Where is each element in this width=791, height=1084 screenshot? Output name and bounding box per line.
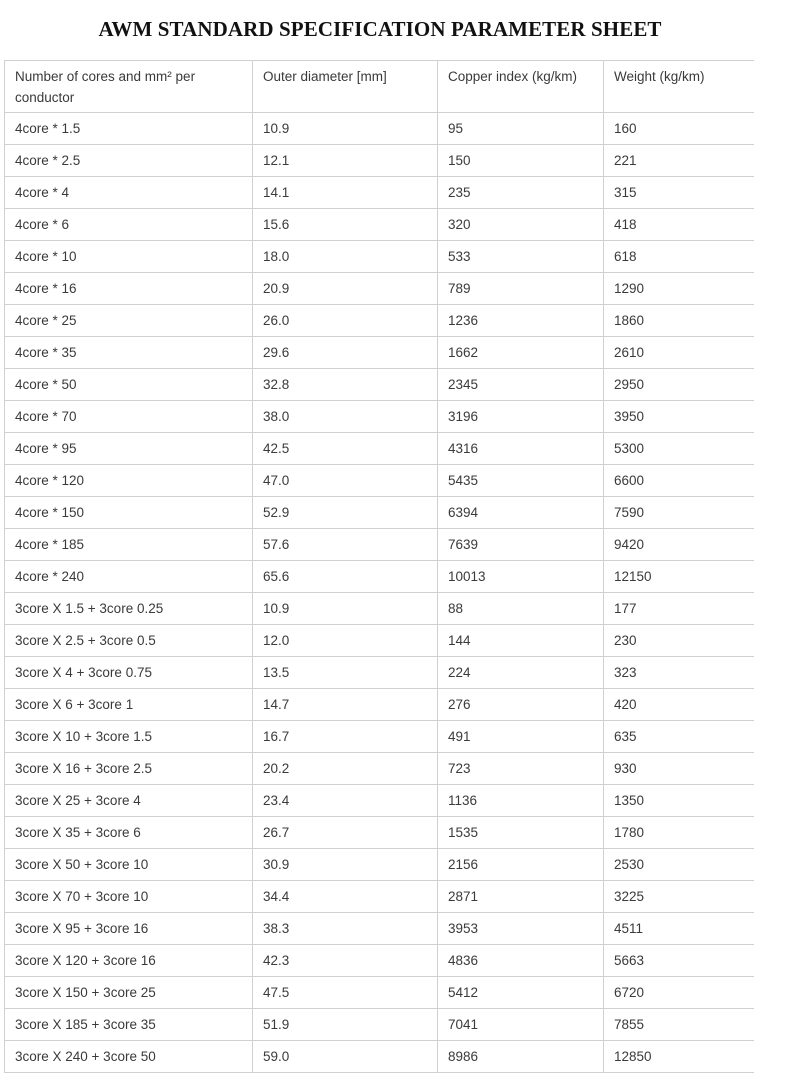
- table-row: [5, 689, 754, 721]
- cell-copper-index: 2345: [438, 369, 604, 401]
- column-header-copper-index: Copper index (kg/km): [438, 61, 604, 113]
- cell-weight: 323: [604, 657, 754, 689]
- cell-cores: 4core * 10: [5, 241, 253, 273]
- table-row: [5, 945, 754, 977]
- cell-outer-diameter: 20.9: [253, 273, 438, 305]
- cell-copper-index: 235: [438, 177, 604, 209]
- table-row: [5, 273, 754, 305]
- table-row: [5, 561, 754, 593]
- cell-outer-diameter: 29.6: [253, 337, 438, 369]
- table-row: [5, 529, 754, 561]
- cell-weight: 618: [604, 241, 754, 273]
- cell-outer-diameter: 14.7: [253, 689, 438, 721]
- cell-cores: 4core * 185: [5, 529, 253, 561]
- table-row: [5, 337, 754, 369]
- table-row: [5, 817, 754, 849]
- cell-cores: 4core * 95: [5, 433, 253, 465]
- cell-outer-diameter: 20.2: [253, 753, 438, 785]
- cell-copper-index: 88: [438, 593, 604, 625]
- cell-cores: 4core * 4: [5, 177, 253, 209]
- cell-copper-index: 1662: [438, 337, 604, 369]
- cell-outer-diameter: 38.3: [253, 913, 438, 945]
- cell-outer-diameter: 13.5: [253, 657, 438, 689]
- cell-copper-index: 2156: [438, 849, 604, 881]
- cell-cores: 4core * 6: [5, 209, 253, 241]
- cell-cores: 3core X 95 + 3core 16: [5, 913, 253, 945]
- cell-copper-index: 276: [438, 689, 604, 721]
- cell-cores: 4core * 120: [5, 465, 253, 497]
- cell-copper-index: 1136: [438, 785, 604, 817]
- cell-outer-diameter: 12.0: [253, 625, 438, 657]
- cell-copper-index: 3196: [438, 401, 604, 433]
- cell-weight: 12850: [604, 1041, 754, 1073]
- table-header-row: [5, 61, 754, 113]
- cell-weight: 7855: [604, 1009, 754, 1041]
- table-row: [5, 305, 754, 337]
- cell-outer-diameter: 47.5: [253, 977, 438, 1009]
- cell-weight: 1780: [604, 817, 754, 849]
- cell-cores: 3core X 6 + 3core 1: [5, 689, 253, 721]
- cell-copper-index: 491: [438, 721, 604, 753]
- cell-cores: 3core X 10 + 3core 1.5: [5, 721, 253, 753]
- cell-copper-index: 3953: [438, 913, 604, 945]
- cell-weight: 1290: [604, 273, 754, 305]
- cell-cores: 3core X 50 + 3core 10: [5, 849, 253, 881]
- cell-cores: 3core X 120 + 3core 16: [5, 945, 253, 977]
- cell-outer-diameter: 10.9: [253, 593, 438, 625]
- table-row: [5, 209, 754, 241]
- cell-cores: 4core * 1.5: [5, 113, 253, 145]
- cell-copper-index: 5412: [438, 977, 604, 1009]
- cell-weight: 5300: [604, 433, 754, 465]
- cell-weight: 315: [604, 177, 754, 209]
- table-row: [5, 369, 754, 401]
- cell-outer-diameter: 65.6: [253, 561, 438, 593]
- cell-outer-diameter: 42.5: [253, 433, 438, 465]
- cell-cores: 3core X 25 + 3core 4: [5, 785, 253, 817]
- cell-outer-diameter: 57.6: [253, 529, 438, 561]
- cell-outer-diameter: 52.9: [253, 497, 438, 529]
- table-row: [5, 241, 754, 273]
- cell-outer-diameter: 16.7: [253, 721, 438, 753]
- table-row: [5, 1041, 754, 1073]
- cell-cores: 3core X 185 + 3core 35: [5, 1009, 253, 1041]
- cell-copper-index: 533: [438, 241, 604, 273]
- cell-cores: 3core X 150 + 3core 25: [5, 977, 253, 1009]
- cell-outer-diameter: 32.8: [253, 369, 438, 401]
- cell-weight: 635: [604, 721, 754, 753]
- cell-cores: 4core * 25: [5, 305, 253, 337]
- cell-outer-diameter: 47.0: [253, 465, 438, 497]
- page-title: AWM STANDARD SPECIFICATION PARAMETER SHEET: [98, 17, 662, 41]
- cell-outer-diameter: 26.0: [253, 305, 438, 337]
- cell-weight: 5663: [604, 945, 754, 977]
- table-row: [5, 113, 754, 145]
- cell-copper-index: 4836: [438, 945, 604, 977]
- cell-copper-index: 1236: [438, 305, 604, 337]
- cell-weight: 418: [604, 209, 754, 241]
- table-row: [5, 1009, 754, 1041]
- cell-cores: 3core X 4 + 3core 0.75: [5, 657, 253, 689]
- table-row: [5, 625, 754, 657]
- cell-outer-diameter: 38.0: [253, 401, 438, 433]
- table-row: [5, 913, 754, 945]
- cell-weight: 9420: [604, 529, 754, 561]
- cell-cores: 3core X 2.5 + 3core 0.5: [5, 625, 253, 657]
- cell-cores: 4core * 35: [5, 337, 253, 369]
- cell-cores: 4core * 240: [5, 561, 253, 593]
- column-header-outer-diameter: Outer diameter [mm]: [253, 61, 438, 113]
- cell-copper-index: 224: [438, 657, 604, 689]
- cell-cores: 4core * 2.5: [5, 145, 253, 177]
- table-row: [5, 657, 754, 689]
- table-row: [5, 433, 754, 465]
- cell-weight: 6600: [604, 465, 754, 497]
- table-row: [5, 721, 754, 753]
- cell-copper-index: 7041: [438, 1009, 604, 1041]
- cell-weight: 930: [604, 753, 754, 785]
- cell-weight: 4511: [604, 913, 754, 945]
- column-header-cores: Number of cores and mm² per conductor: [5, 61, 253, 113]
- cell-weight: 1860: [604, 305, 754, 337]
- table-row: [5, 593, 754, 625]
- cell-cores: 4core * 16: [5, 273, 253, 305]
- cell-cores: 3core X 1.5 + 3core 0.25: [5, 593, 253, 625]
- cell-outer-diameter: 30.9: [253, 849, 438, 881]
- table-row: [5, 465, 754, 497]
- cell-cores: 3core X 16 + 3core 2.5: [5, 753, 253, 785]
- cell-outer-diameter: 42.3: [253, 945, 438, 977]
- table-row: [5, 753, 754, 785]
- cell-outer-diameter: 23.4: [253, 785, 438, 817]
- cell-outer-diameter: 34.4: [253, 881, 438, 913]
- cell-weight: 2610: [604, 337, 754, 369]
- cell-cores: 3core X 35 + 3core 6: [5, 817, 253, 849]
- table-row: [5, 177, 754, 209]
- cell-outer-diameter: 12.1: [253, 145, 438, 177]
- table-row: [5, 497, 754, 529]
- cell-weight: 2530: [604, 849, 754, 881]
- cell-weight: 420: [604, 689, 754, 721]
- cell-weight: 3950: [604, 401, 754, 433]
- cell-copper-index: 10013: [438, 561, 604, 593]
- cell-copper-index: 723: [438, 753, 604, 785]
- table-row: [5, 881, 754, 913]
- cell-weight: 1350: [604, 785, 754, 817]
- cell-weight: 230: [604, 625, 754, 657]
- cell-outer-diameter: 14.1: [253, 177, 438, 209]
- cell-copper-index: 150: [438, 145, 604, 177]
- table-row: [5, 977, 754, 1009]
- cell-weight: 2950: [604, 369, 754, 401]
- cell-copper-index: 7639: [438, 529, 604, 561]
- cell-cores: 3core X 70 + 3core 10: [5, 881, 253, 913]
- cell-copper-index: 4316: [438, 433, 604, 465]
- cell-weight: 3225: [604, 881, 754, 913]
- cell-weight: 177: [604, 593, 754, 625]
- column-header-weight: Weight (kg/km): [604, 61, 754, 113]
- cell-outer-diameter: 51.9: [253, 1009, 438, 1041]
- cell-cores: 4core * 50: [5, 369, 253, 401]
- cell-cores: 3core X 240 + 3core 50: [5, 1041, 253, 1073]
- cell-copper-index: 789: [438, 273, 604, 305]
- cell-weight: 12150: [604, 561, 754, 593]
- cell-outer-diameter: 18.0: [253, 241, 438, 273]
- cell-copper-index: 8986: [438, 1041, 604, 1073]
- cell-copper-index: 6394: [438, 497, 604, 529]
- spec-table: [4, 60, 754, 1073]
- cell-cores: 4core * 70: [5, 401, 253, 433]
- table-row: [5, 849, 754, 881]
- cell-copper-index: 144: [438, 625, 604, 657]
- cell-cores: 4core * 150: [5, 497, 253, 529]
- table-row: [5, 145, 754, 177]
- cell-weight: 7590: [604, 497, 754, 529]
- cell-copper-index: 320: [438, 209, 604, 241]
- cell-outer-diameter: 10.9: [253, 113, 438, 145]
- cell-weight: 6720: [604, 977, 754, 1009]
- cell-copper-index: 1535: [438, 817, 604, 849]
- table-row: [5, 401, 754, 433]
- cell-copper-index: 2871: [438, 881, 604, 913]
- cell-outer-diameter: 26.7: [253, 817, 438, 849]
- cell-weight: 160: [604, 113, 754, 145]
- cell-outer-diameter: 15.6: [253, 209, 438, 241]
- cell-outer-diameter: 59.0: [253, 1041, 438, 1073]
- cell-weight: 221: [604, 145, 754, 177]
- cell-copper-index: 95: [438, 113, 604, 145]
- table-row: [5, 785, 754, 817]
- cell-copper-index: 5435: [438, 465, 604, 497]
